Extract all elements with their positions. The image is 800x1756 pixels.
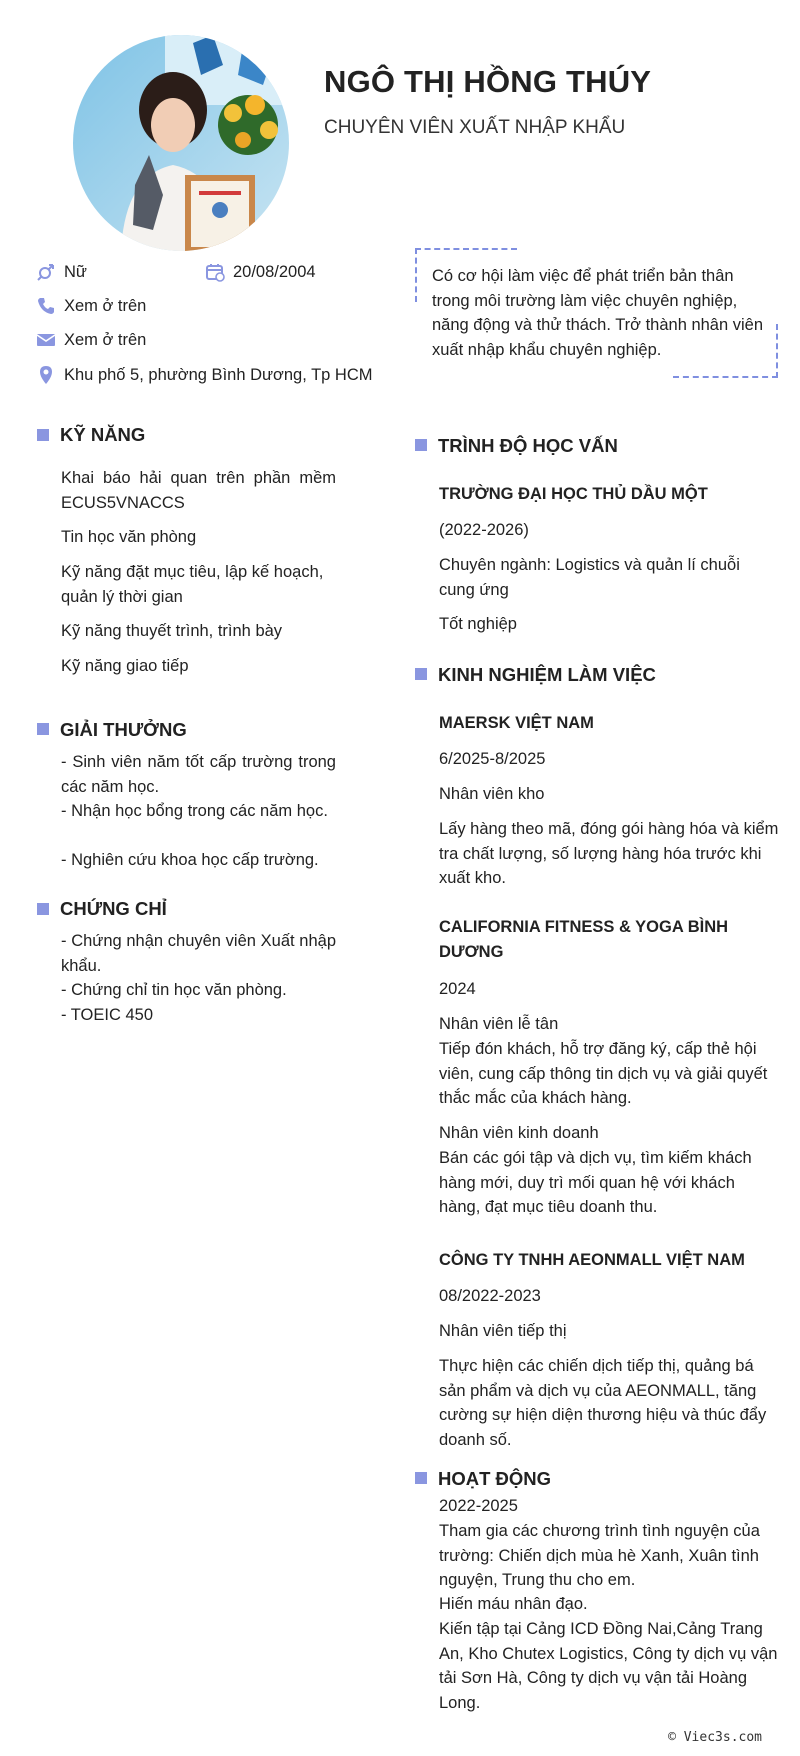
activities-period: 2022-2025 [439,1497,518,1515]
job-description: Tiếp đón khách, hỗ trợ đăng ký, cấp thẻ hội viên, cung cấp thông tin dịch vụ và giải quyết thắc mắc của khách hàng. [439,1040,768,1107]
activity-line: Tham gia các chương trình tình nguyện của trường: Chiến dịch mùa hè Xanh, Xuân tình nguyện, Trung thu cho em. [439,1522,760,1589]
award-line: - Nhận học bổng trong các năm học. [61,802,328,820]
skills-heading: KỸ NĂNG [60,424,146,445]
section-marker [415,668,427,680]
awards-heading: GIẢI THƯỞNG [60,719,187,740]
gender-row [35,261,87,283]
certificates-heading: CHỨNG CHỈ [60,898,167,919]
skill-item: Kỹ năng đặt mục tiêu, lập kế hoạch, quản lý thời gian [61,563,324,606]
job-description: Bán các gói tập và dịch vụ, tìm kiếm khách hàng mới, duy trì mối quan hệ với khách hàng, đạt mục tiêu doanh thu. [439,1149,752,1216]
job-description: Thực hiện các chiến dịch tiếp thị, quảng bá sản phẩm và dịch vụ của AEONMALL, tăng cường sự hiện diện thương hiệu và thúc đẩy doanh số. [439,1357,767,1449]
candidate-name: NGÔ THỊ HỒNG THÚY [324,64,652,99]
certificate-line: - Chứng nhận chuyên viên Xuất nhập khẩu. [61,932,336,975]
job-role: Nhân viên tiếp thị [439,1322,567,1340]
gender-icon [35,261,57,283]
section-marker [37,429,49,441]
company-name: MAERSK VIỆT NAM [439,714,594,732]
career-objective [415,248,778,378]
job-period: 08/2022-2023 [439,1287,541,1305]
education-status: Tốt nghiệp [439,615,517,633]
school-name: TRƯỜNG ĐẠI HỌC THỦ DẦU MỘT [439,485,708,503]
certificate-line: - Chứng chỉ tin học văn phòng. [61,981,287,999]
section-marker [37,903,49,915]
location-pin-icon [35,364,57,386]
certificate-line: - TOEIC 450 [61,1006,154,1024]
activity-line: Kiến tập tại Cảng ICD Đồng Nai,Cảng Trang An, Kho Chutex Logistics, Công ty dịch vụ vận tải Sơn Hà, Công ty dịch vụ vận tải Hoàng Long. [439,1620,778,1712]
birthday-row [204,261,316,283]
phone-value: Xem ở trên [64,296,147,315]
education-major: Chuyên ngành: Logistics và quản lí chuỗi cung ứng [439,556,740,599]
email-row [35,329,146,351]
skill-item: Kỹ năng giao tiếp [61,657,189,675]
job-role: Nhân viên kho [439,785,545,803]
award-line: - Nghiên cứu khoa học cấp trường. [61,851,319,869]
job-role: Nhân viên lễ tân [439,1015,559,1033]
section-marker [415,439,427,451]
job-description: Lấy hàng theo mã, đóng gói hàng hóa và kiểm tra chất lượng, số lượng hàng hóa trước khi xuất kho. [439,820,779,887]
section-marker [415,1472,427,1484]
skill-item: Khai báo hải quan trên phần mềm ECUS5VNACCS [61,469,336,512]
phone-icon [35,295,57,317]
email-value: Xem ở trên [64,330,147,349]
job-period: 6/2025-8/2025 [439,750,546,768]
watermark: © Viec3s.com [668,1730,762,1745]
skill-item: Tin học văn phòng [61,528,197,546]
education-period: (2022-2026) [439,521,529,539]
activities-heading: HOẠT ĐỘNG [438,1468,552,1489]
gender-value: Nữ [64,262,87,281]
education-heading: TRÌNH ĐỘ HỌC VẤN [438,435,618,456]
job-period: 2024 [439,980,476,998]
skill-item: Kỹ năng thuyết trình, trình bày [61,622,283,640]
activity-line: Hiến máu nhân đạo. [439,1595,588,1613]
company-name: CÔNG TY TNHH AEONMALL VIỆT NAM [439,1251,745,1269]
section-marker [37,723,49,735]
address-row [35,364,373,386]
mail-icon [35,329,57,351]
award-line: - Sinh viên năm tốt cấp trường trong các năm học. [61,753,336,796]
birthday-value: 20/08/2004 [233,262,316,281]
experience-heading: KINH NGHIỆM LÀM VIỆC [438,664,656,685]
company-name: CALIFORNIA FITNESS & YOGA BÌNH DƯƠNG [439,918,729,961]
objective-text: Có cơ hội làm việc để phát triển bản thân trong môi trường làm việc chuyên nghiệp, năng động và thử thách. Trở thành nhân viên xuất nhập khẩu chuyên nghiệp. [432,267,764,359]
address-value: Khu phố 5, phường Bình Dương, Tp HCM [64,365,373,384]
job-title: CHUYÊN VIÊN XUẤT NHẬP KHẨU [324,117,626,138]
job-role: Nhân viên kinh doanh [439,1124,599,1142]
profile-photo [73,35,289,251]
phone-row [35,295,146,317]
calendar-icon [204,261,226,283]
